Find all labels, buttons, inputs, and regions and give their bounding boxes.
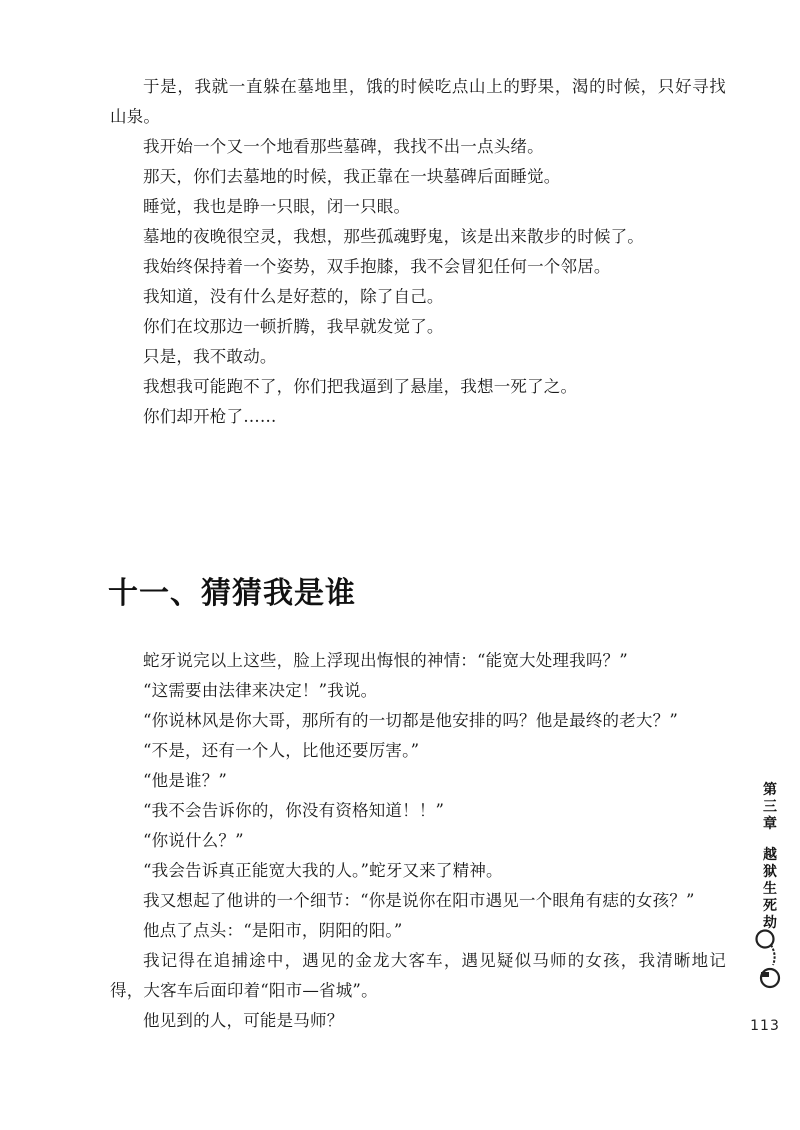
paragraph: “你说林风是你大哥，那所有的一切都是他安排的吗？他是最终的老大？”	[143, 711, 678, 730]
chapter-heading: 十一、猜猜我是谁	[108, 576, 356, 611]
chapter-title-char: 越	[763, 847, 777, 863]
paragraph: 只是，我不敢动。	[143, 347, 277, 366]
chapter-side-tab	[758, 782, 782, 932]
chapter-title-char: 狱	[763, 864, 777, 880]
paragraph: 我记得在追捕途中，遇见的金龙大客车，遇见疑似马师的女孩，我清晰地记得，大客车后面印着“阳市—省城”。	[110, 951, 726, 1000]
paragraph: 我又想起了他讲的一个细节：“你是说你在阳市遇见一个眼角有痣的女孩？”	[143, 891, 695, 910]
chapter-title-char: 死	[763, 898, 777, 914]
paragraph: “我会告诉真正能宽大我的人。”蛇牙又来了精神。	[143, 861, 503, 880]
paragraph: 他见到的人，可能是马师？	[143, 1011, 344, 1030]
paragraph: “我不会告诉你的，你没有资格知道！！”	[143, 801, 445, 820]
paragraph: “你说什么？”	[143, 831, 244, 850]
paragraph: 蛇牙说完以上这些，脸上浮现出悔恨的神情：“能宽大处理我吗？”	[143, 651, 628, 670]
paragraph: 我想我可能跑不了，你们把我逼到了悬崖，我想一死了之。	[143, 377, 578, 396]
paragraph: 那天，你们去墓地的时候，我正靠在一块墓碑后面睡觉。	[143, 167, 561, 186]
paragraph: 睡觉，我也是睁一只眼，闭一只眼。	[143, 197, 411, 216]
paragraph: 于是，我就一直躲在墓地里，饿的时候吃点山上的野果，渴的时候，只好寻找山泉。	[110, 77, 726, 126]
chapter-label-char: 章	[763, 816, 777, 832]
paragraph: 他点了点头：“是阳市，阴阳的阳。”	[143, 921, 403, 940]
paragraph: 墓地的夜晚很空灵，我想，那些孤魂野鬼，该是出来散步的时候了。	[143, 227, 644, 246]
handcuffs-icon	[753, 925, 785, 995]
paragraph: 我始终保持着一个姿势，双手抱膝，我不会冒犯任何一个邻居。	[143, 257, 611, 276]
chapter-title-char: 生	[763, 881, 777, 897]
paragraph: 我知道，没有什么是好惹的，除了自己。	[143, 287, 444, 306]
paragraph: “这需要由法律来决定！”我说。	[143, 681, 378, 700]
chapter-title-char: 劫	[763, 915, 777, 931]
body-text-section-2	[110, 646, 726, 1036]
paragraph: “不是，还有一个人，比他还要厉害。”	[143, 741, 420, 760]
paragraph: 你们却开枪了……	[143, 407, 277, 426]
paragraph: 我开始一个又一个地看那些墓碑，我找不出一点头绪。	[143, 137, 544, 156]
paragraph: “他是谁？”	[143, 771, 228, 790]
body-text-section-1	[110, 72, 726, 432]
page-number: 113	[750, 1018, 780, 1034]
chapter-label-char: 第	[763, 782, 777, 798]
chapter-label-char: 三	[763, 799, 777, 815]
paragraph: 你们在坟那边一顿折腾，我早就发觉了。	[143, 317, 444, 336]
